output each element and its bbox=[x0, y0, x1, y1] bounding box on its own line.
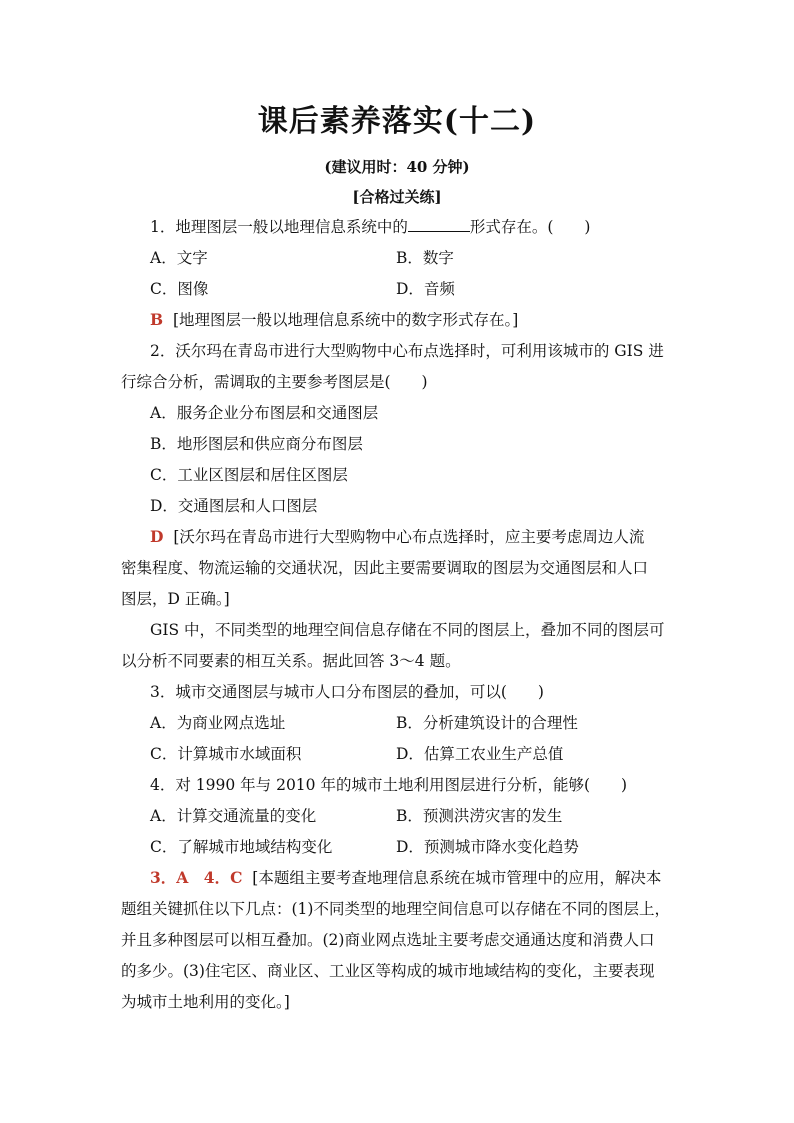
question-1-stem-part-b: 形式存在。( ) bbox=[469, 218, 591, 236]
q3-option-b: B．分析建筑设计的合理性 bbox=[396, 714, 578, 732]
question-2-stem-line-1: 2．沃尔玛在青岛市进行大型购物中心布点选择时，可利用该城市的 GIS 进 bbox=[150, 342, 664, 360]
q3-q4-answer-explanation-1: [本题组主要考查地理信息系统在城市管理中的应用，解决本 bbox=[252, 869, 662, 887]
q2-option-d: D．交通图层和人口图层 bbox=[150, 497, 318, 515]
q4-option-a: A．计算交通流量的变化 bbox=[150, 807, 317, 825]
q1-option-c: C．图像 bbox=[150, 280, 209, 298]
q3-option-a: A．为商业网点选址 bbox=[150, 714, 286, 732]
q1-answer-letter: B bbox=[150, 310, 164, 329]
q2-answer-explanation-1: [沃尔玛在青岛市进行大型购物中心布点选择时，应主要考虑周边人流 bbox=[173, 528, 645, 546]
q2-option-b: B．地形图层和供应商分布图层 bbox=[150, 435, 363, 453]
q3-q4-answer-line-5: 为城市土地利用的变化。] bbox=[121, 993, 290, 1011]
q1-answer bbox=[150, 310, 518, 330]
q1-answer-explanation: [地理图层一般以地理信息系统中的数字形式存在。] bbox=[172, 311, 519, 329]
q4-option-b: B．预测洪涝灾害的发生 bbox=[396, 807, 563, 825]
q1-option-b: B．数字 bbox=[396, 249, 454, 267]
q2-answer-line-1 bbox=[150, 527, 644, 547]
question-4-stem: 4．对 1990 年与 2010 年的城市土地利用图层进行分析，能够( ) bbox=[150, 776, 628, 794]
suggested-time: (建议用时：40 分钟) bbox=[324, 158, 470, 176]
question-3-stem: 3．城市交通图层与城市人口分布图层的叠加，可以( ) bbox=[150, 683, 544, 701]
q3-q4-answer-letters: 3．A 4．C bbox=[150, 868, 243, 887]
q2-option-c: C．工业区图层和居住区图层 bbox=[150, 466, 348, 484]
q4-option-d: D．预测城市降水变化趋势 bbox=[396, 838, 579, 856]
q3-q4-answer-line-4: 的多少。(3)住宅区、商业区、工业区等构成的城市地域结构的变化，主要表现 bbox=[121, 962, 655, 980]
q2-option-a: A．服务企业分布图层和交通图层 bbox=[150, 404, 379, 422]
page-title: 课后素养落实(十二) bbox=[257, 104, 537, 139]
q1-option-a: A．文字 bbox=[150, 249, 208, 267]
q3-option-c: C．计算城市水域面积 bbox=[150, 745, 302, 763]
q3-q4-answer-line-2: 题组关键抓住以下几点：(1)不同类型的地理空间信息可以存储在不同的图层上， bbox=[121, 900, 670, 918]
fill-blank bbox=[408, 217, 470, 232]
material-intro-line-1: GIS 中，不同类型的地理空间信息存储在不同的图层上，叠加不同的图层可 bbox=[150, 621, 665, 639]
q4-option-c: C．了解城市地域结构变化 bbox=[150, 838, 333, 856]
material-intro-line-2: 以分析不同要素的相互关系。据此回答 3～4 题。 bbox=[121, 652, 461, 670]
q3-q4-answer-line-1 bbox=[150, 868, 661, 888]
section-heading: [合格过关练] bbox=[352, 188, 442, 206]
question-1-stem bbox=[150, 217, 590, 237]
q2-answer-letter: D bbox=[150, 527, 164, 546]
q3-option-d: D．估算工农业生产总值 bbox=[396, 745, 564, 763]
q3-q4-answer-line-3: 并且多种图层可以相互叠加。(2)商业网点选址主要考虑交通通达度和消费人口 bbox=[121, 931, 655, 949]
question-2-stem-line-2: 行综合分析，需调取的主要参考图层是( ) bbox=[121, 373, 428, 391]
q1-option-d: D．音频 bbox=[396, 280, 455, 298]
q2-answer-line-2: 密集程度、物流运输的交通状况，因此主要需要调取的图层为交通图层和人口 bbox=[121, 559, 649, 577]
q2-answer-line-3: 图层，D 正确。] bbox=[121, 590, 230, 608]
question-1-stem-part-a: 1．地理图层一般以地理信息系统中的 bbox=[150, 218, 408, 236]
